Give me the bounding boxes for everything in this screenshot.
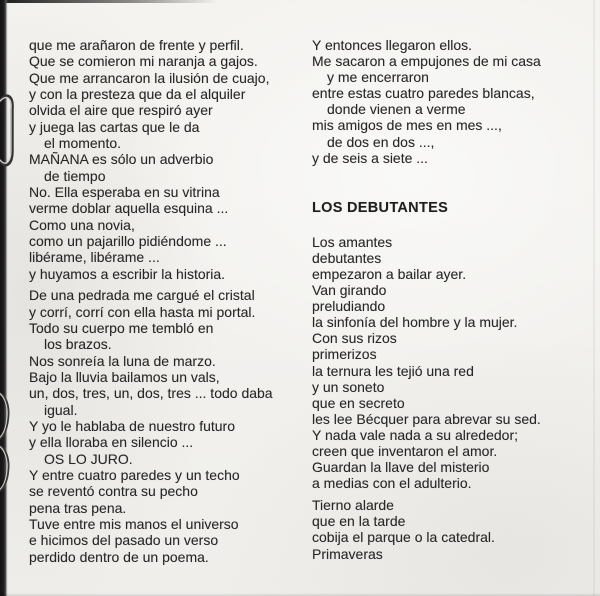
poem-line: Van girando — [312, 282, 387, 299]
page-top-edge — [0, 0, 218, 3]
poem-line: como un pajarillo pidiéndome ... — [29, 233, 227, 250]
poem-line: el momento. — [44, 135, 122, 152]
poem-line: Nos sonreía la luna de marzo. — [29, 352, 216, 369]
poem-line: Y entre cuatro paredes y un techo — [29, 466, 240, 483]
poem-line: entre estas cuatro paredes blancas, — [312, 85, 535, 102]
poem-line: Guardan la llave del misterio — [312, 459, 490, 476]
poem-line: preludiando — [312, 298, 386, 315]
poem-line: y de seis a siete ... — [312, 149, 428, 166]
poem-line: y juega las cartas que le da — [29, 118, 200, 135]
poem-line: creen que inventaron el amor. — [312, 442, 498, 459]
poem-line: de tiempo — [44, 167, 106, 184]
poem-line: y ella lloraba en silencio ... — [29, 434, 194, 451]
poem-line: les lee Bécquer para abrevar su sed. — [312, 410, 541, 427]
poem-line: de dos en dos ..., — [327, 133, 435, 150]
poem-line: Todo su cuerpo me tembló en — [29, 319, 214, 336]
lyrics-column-right — [312, 37, 596, 562]
poem-line: y corrí, corrí con ella hasta mi portal. — [29, 303, 256, 320]
poem-line: Tuve entre mis manos el universo — [29, 515, 239, 532]
poem-line: cobija el parque o la catedral. — [312, 529, 495, 546]
poem-line: la ternura les tejió una red — [312, 362, 474, 379]
poem-line: Y entonces llegaron ellos. — [312, 37, 473, 53]
poem-line: Que se comieron mi naranja a gajos. — [29, 53, 258, 70]
stanza — [312, 234, 596, 492]
poem-line: mis amigos de mes en mes ..., — [312, 117, 502, 134]
poem-line: Bajo la lluvia bailamos un vals, — [29, 368, 220, 385]
poem-line: que en secreto — [312, 394, 405, 411]
lyrics-column-left — [29, 37, 311, 565]
poem-line: Y yo le hablaba de nuestro futuro — [29, 417, 236, 434]
poem-line: y con la presteza que da el alquiler — [29, 86, 246, 103]
stanza — [312, 37, 596, 166]
poem-line: OS LO JURO. — [44, 450, 133, 467]
poem-line: y huyamos a escribir la historia. — [29, 265, 226, 282]
poem-line: debutantes — [312, 249, 382, 266]
stanza — [312, 497, 596, 561]
stanza — [29, 287, 311, 565]
poem-line: y me encerraron — [327, 69, 429, 86]
poem-line: Con sus rizos — [312, 330, 397, 347]
poem-line: pena tras pena. — [29, 499, 127, 516]
poem-line: Que me arrancaron la ilusión de cuajo, — [29, 69, 270, 86]
poem-line: y un soneto — [312, 378, 385, 395]
poem-line: se reventó contra su pecho — [29, 483, 198, 500]
poem-line: e hicimos del pasado un verso — [29, 532, 219, 549]
poem-line: Tierno alarde — [312, 497, 394, 514]
poem-line: libérame, libérame ... — [29, 249, 160, 266]
poem-line: No. Ella esperaba en su vitrina — [29, 184, 220, 201]
poem-line: un, dos, tres, un, dos, tres ... todo daba — [29, 385, 273, 402]
section-heading: LOS DEBUTANTES — [312, 199, 449, 216]
poem-line: olvida el aire que respiró ayer — [29, 102, 213, 119]
poem-line: MAÑANA es sólo un adverbio — [29, 151, 214, 168]
poem-line: verme doblar aquella esquina ... — [29, 200, 229, 217]
poem-line: De una pedrada me cargué el cristal — [29, 287, 255, 304]
poem-line: igual. — [44, 401, 78, 418]
poem-line: Y nada vale nada a su alrededor; — [312, 426, 519, 443]
poem-line: Los amantes — [312, 233, 393, 250]
poem-line: a medias con el adulterio. — [312, 475, 472, 492]
poem-line: primerizos — [312, 346, 377, 363]
poem-line: Como una novia, — [29, 216, 135, 233]
poem-line: Me sacaron a empujones de mi casa — [312, 53, 541, 70]
page-left-edge — [0, 0, 8, 596]
poem-line: perdido dentro de un poema. — [29, 548, 209, 565]
poem-line: la sinfonía del hombre y la mujer. — [312, 314, 518, 331]
poem-line: Primaveras — [312, 545, 383, 562]
poem-line: empezaron a bailar ayer. — [312, 265, 467, 282]
stanza — [29, 37, 311, 282]
poem-line: que en la tarde — [312, 513, 406, 530]
poem-line: donde vienen a verme — [327, 101, 466, 118]
poem-line: los brazos. — [44, 336, 112, 353]
poem-line: que me arañaron de frente y perfil. — [29, 37, 244, 53]
